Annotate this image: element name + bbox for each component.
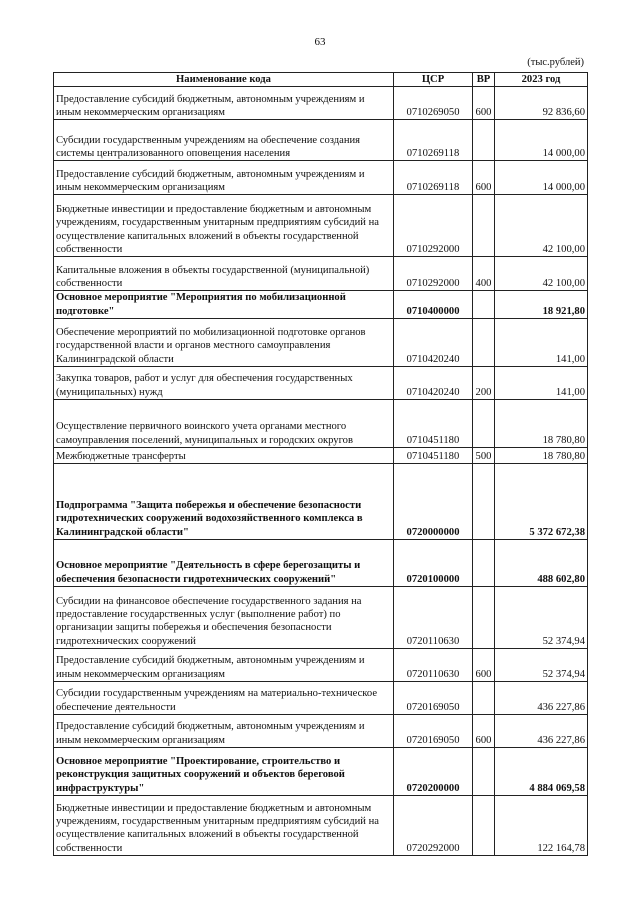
cell-sum: 18 780,80 bbox=[495, 399, 588, 447]
header-csr: ЦСР bbox=[394, 73, 473, 87]
cell-name: Бюджетные инвестиции и предоставление бюджетным и автономным учреждениям, государственным унитарным предприятиям субсидий на осуществление капитальных вложений в объекты государственной собственности bbox=[54, 195, 394, 257]
units-label: (тыс.рублей) bbox=[527, 57, 584, 68]
cell-name: Предоставление субсидий бюджетным, автономным учреждениям и иным некоммерческим организациям bbox=[54, 648, 394, 681]
cell-vr: 600 bbox=[473, 161, 495, 195]
cell-sum: 42 100,00 bbox=[495, 195, 588, 257]
cell-sum: 18 780,80 bbox=[495, 447, 588, 463]
cell-name: Субсидии государственным учреждениям на обеспечение создания системы централизованного оповещения населения bbox=[54, 120, 394, 161]
cell-sum: 18 921,80 bbox=[495, 291, 588, 319]
cell-sum: 92 836,60 bbox=[495, 87, 588, 120]
cell-sum: 14 000,00 bbox=[495, 120, 588, 161]
cell-name: Предоставление субсидий бюджетным, автономным учреждениям и иным некоммерческим организациям bbox=[54, 161, 394, 195]
cell-csr: 0710451180 bbox=[394, 447, 473, 463]
cell-sum: 42 100,00 bbox=[495, 257, 588, 291]
table-header-row bbox=[54, 73, 588, 87]
cell-csr: 0720110630 bbox=[394, 586, 473, 648]
cell-vr: 400 bbox=[473, 257, 495, 291]
table-row bbox=[54, 161, 588, 195]
cell-csr: 0720000000 bbox=[394, 463, 473, 539]
cell-name: Обеспечение мероприятий по мобилизационной подготовке органов государственной власти и органов местного самоуправления Калининградской области bbox=[54, 318, 394, 366]
cell-name: Межбюджетные трансферты bbox=[54, 447, 394, 463]
cell-sum: 141,00 bbox=[495, 366, 588, 399]
table-row bbox=[54, 447, 588, 463]
cell-vr bbox=[473, 747, 495, 795]
table-row bbox=[54, 539, 588, 586]
cell-csr: 0720200000 bbox=[394, 747, 473, 795]
table-row bbox=[54, 366, 588, 399]
cell-vr bbox=[473, 195, 495, 257]
cell-sum: 141,00 bbox=[495, 318, 588, 366]
cell-name: Бюджетные инвестиции и предоставление бюджетным и автономным учреждениям, государственным унитарным предприятиям субсидий на осуществление капитальных вложений в объекты государственной собственности bbox=[54, 795, 394, 855]
cell-sum: 4 884 069,58 bbox=[495, 747, 588, 795]
table-row bbox=[54, 463, 588, 539]
cell-name: Осуществление первичного воинского учета органами местного самоуправления поселений, муниципальных и городских округов bbox=[54, 399, 394, 447]
cell-name: Субсидии государственным учреждениям на материально-техническое обеспечение деятельности bbox=[54, 681, 394, 714]
table-row bbox=[54, 257, 588, 291]
cell-sum: 436 227,86 bbox=[495, 714, 588, 747]
cell-name: Основное мероприятие "Проектирование, строительство и реконструкция защитных сооружений и объектов береговой инфраструктуры" bbox=[54, 747, 394, 795]
table-row bbox=[54, 195, 588, 257]
page-number: 63 bbox=[314, 36, 326, 48]
cell-name: Субсидии на финансовое обеспечение государственного задания на предоставление государственных услуг (выполнение работ) по организации защиты побережья и обеспечения безопасности гидротехнических сооружений bbox=[54, 586, 394, 648]
cell-csr: 0720292000 bbox=[394, 795, 473, 855]
cell-vr: 600 bbox=[473, 648, 495, 681]
cell-vr bbox=[473, 291, 495, 319]
cell-vr bbox=[473, 399, 495, 447]
cell-csr: 0710269118 bbox=[394, 120, 473, 161]
cell-vr bbox=[473, 586, 495, 648]
table-row bbox=[54, 648, 588, 681]
cell-name: Закупка товаров, работ и услуг для обеспечения государственных (муниципальных) нужд bbox=[54, 366, 394, 399]
table-row bbox=[54, 681, 588, 714]
cell-csr: 0710420240 bbox=[394, 366, 473, 399]
table-row bbox=[54, 714, 588, 747]
header-vr: ВР bbox=[473, 73, 495, 87]
budget-table bbox=[53, 72, 588, 856]
header-name: Наименование кода bbox=[54, 73, 394, 87]
cell-name: Предоставление субсидий бюджетным, автономным учреждениям и иным некоммерческим организациям bbox=[54, 87, 394, 120]
cell-vr bbox=[473, 681, 495, 714]
cell-sum: 488 602,80 bbox=[495, 539, 588, 586]
cell-name: Основное мероприятие "Мероприятия по мобилизационной подготовке" bbox=[54, 291, 394, 319]
cell-vr bbox=[473, 463, 495, 539]
cell-csr: 0720169050 bbox=[394, 714, 473, 747]
cell-name: Основное мероприятие "Деятельность в сфере берегозащиты и обеспечения безопасности гидротехнических сооружений" bbox=[54, 539, 394, 586]
cell-sum: 14 000,00 bbox=[495, 161, 588, 195]
cell-vr: 600 bbox=[473, 87, 495, 120]
cell-vr: 200 bbox=[473, 366, 495, 399]
table-row bbox=[54, 795, 588, 855]
table-row bbox=[54, 318, 588, 366]
cell-vr: 600 bbox=[473, 714, 495, 747]
cell-csr: 0720100000 bbox=[394, 539, 473, 586]
cell-csr: 0710420240 bbox=[394, 318, 473, 366]
cell-vr bbox=[473, 795, 495, 855]
table-row bbox=[54, 87, 588, 120]
cell-name: Капитальные вложения в объекты государственной (муниципальной) собственности bbox=[54, 257, 394, 291]
table-row bbox=[54, 399, 588, 447]
cell-csr: 0710292000 bbox=[394, 195, 473, 257]
table-row bbox=[54, 586, 588, 648]
cell-vr bbox=[473, 539, 495, 586]
cell-csr: 0720169050 bbox=[394, 681, 473, 714]
cell-sum: 5 372 672,38 bbox=[495, 463, 588, 539]
cell-name: Предоставление субсидий бюджетным, автономным учреждениям и иным некоммерческим организациям bbox=[54, 714, 394, 747]
cell-csr: 0710292000 bbox=[394, 257, 473, 291]
cell-sum: 52 374,94 bbox=[495, 648, 588, 681]
cell-csr: 0710400000 bbox=[394, 291, 473, 319]
cell-vr bbox=[473, 120, 495, 161]
cell-name: Подпрограмма "Защита побережья и обеспечение безопасности гидротехнических сооружений водохозяйственного комплекса в Калининградской области" bbox=[54, 463, 394, 539]
table-row bbox=[54, 747, 588, 795]
cell-csr: 0710269050 bbox=[394, 87, 473, 120]
cell-sum: 122 164,78 bbox=[495, 795, 588, 855]
cell-csr: 0710269118 bbox=[394, 161, 473, 195]
header-sum: 2023 год bbox=[495, 73, 588, 87]
cell-sum: 436 227,86 bbox=[495, 681, 588, 714]
cell-csr: 0720110630 bbox=[394, 648, 473, 681]
table-row bbox=[54, 291, 588, 319]
cell-sum: 52 374,94 bbox=[495, 586, 588, 648]
table-row bbox=[54, 120, 588, 161]
cell-csr: 0710451180 bbox=[394, 399, 473, 447]
cell-vr: 500 bbox=[473, 447, 495, 463]
cell-vr bbox=[473, 318, 495, 366]
